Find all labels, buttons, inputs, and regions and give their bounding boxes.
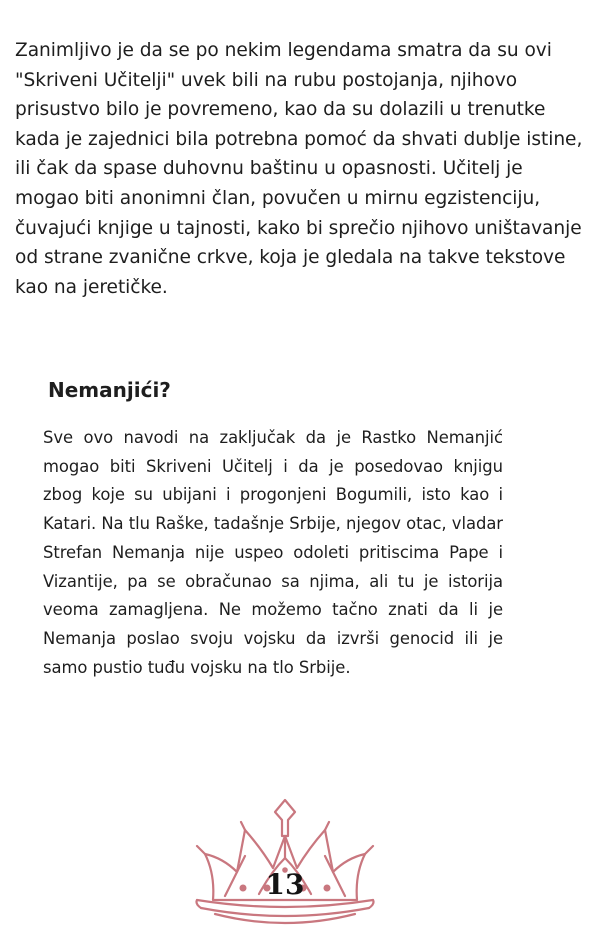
intro-paragraph: Zanimljivo je da se po nekim legendama smatra da su ovi "Skriveni Učitelji" uvek bili na rubu postojanja, njihovo prisustvo bilo je povremeno, kao da su dolazili u trenutke kada je zajednici bila potrebna pomoć da shvati dublje istine, ili čak da spase duhovnu baštinu u opasnosti. Učitelj je mogao biti anonimni član, povučen u mirnu egzistenciju, čuvajući knjige u tajnosti, kako bi sprečio njihovo uništavanje od strane zvanične crkve, koja je gledala na takve tekstove kao na jeretičke.: [15, 40, 583, 298]
page-number: 13: [265, 868, 305, 901]
crown-icon: [185, 796, 385, 936]
section-heading: Nemanjići?: [48, 378, 171, 402]
section-body: Sve ovo navodi na zaključak da je Rastko Nemanjić mogao biti Skriveni Učitelj i da je posedovao knjigu zbog koje su ubijani i progonjeni Bogumili, isto kao i Katari. Na tlu Raške, tadašnje Srbije, njegov otac, vladar Strefan Nemanja nije uspeo odoleti pritiscima Pape i Vizantije, pa se obračunao sa njima, ali tu je istorija veoma zamagljena. Ne možemo tačno znati da li je Nemanja poslao svoju vojsku da izvrši genocid ili je samo pustio tuđu vojsku na tlo Srbije.: [43, 428, 503, 677]
